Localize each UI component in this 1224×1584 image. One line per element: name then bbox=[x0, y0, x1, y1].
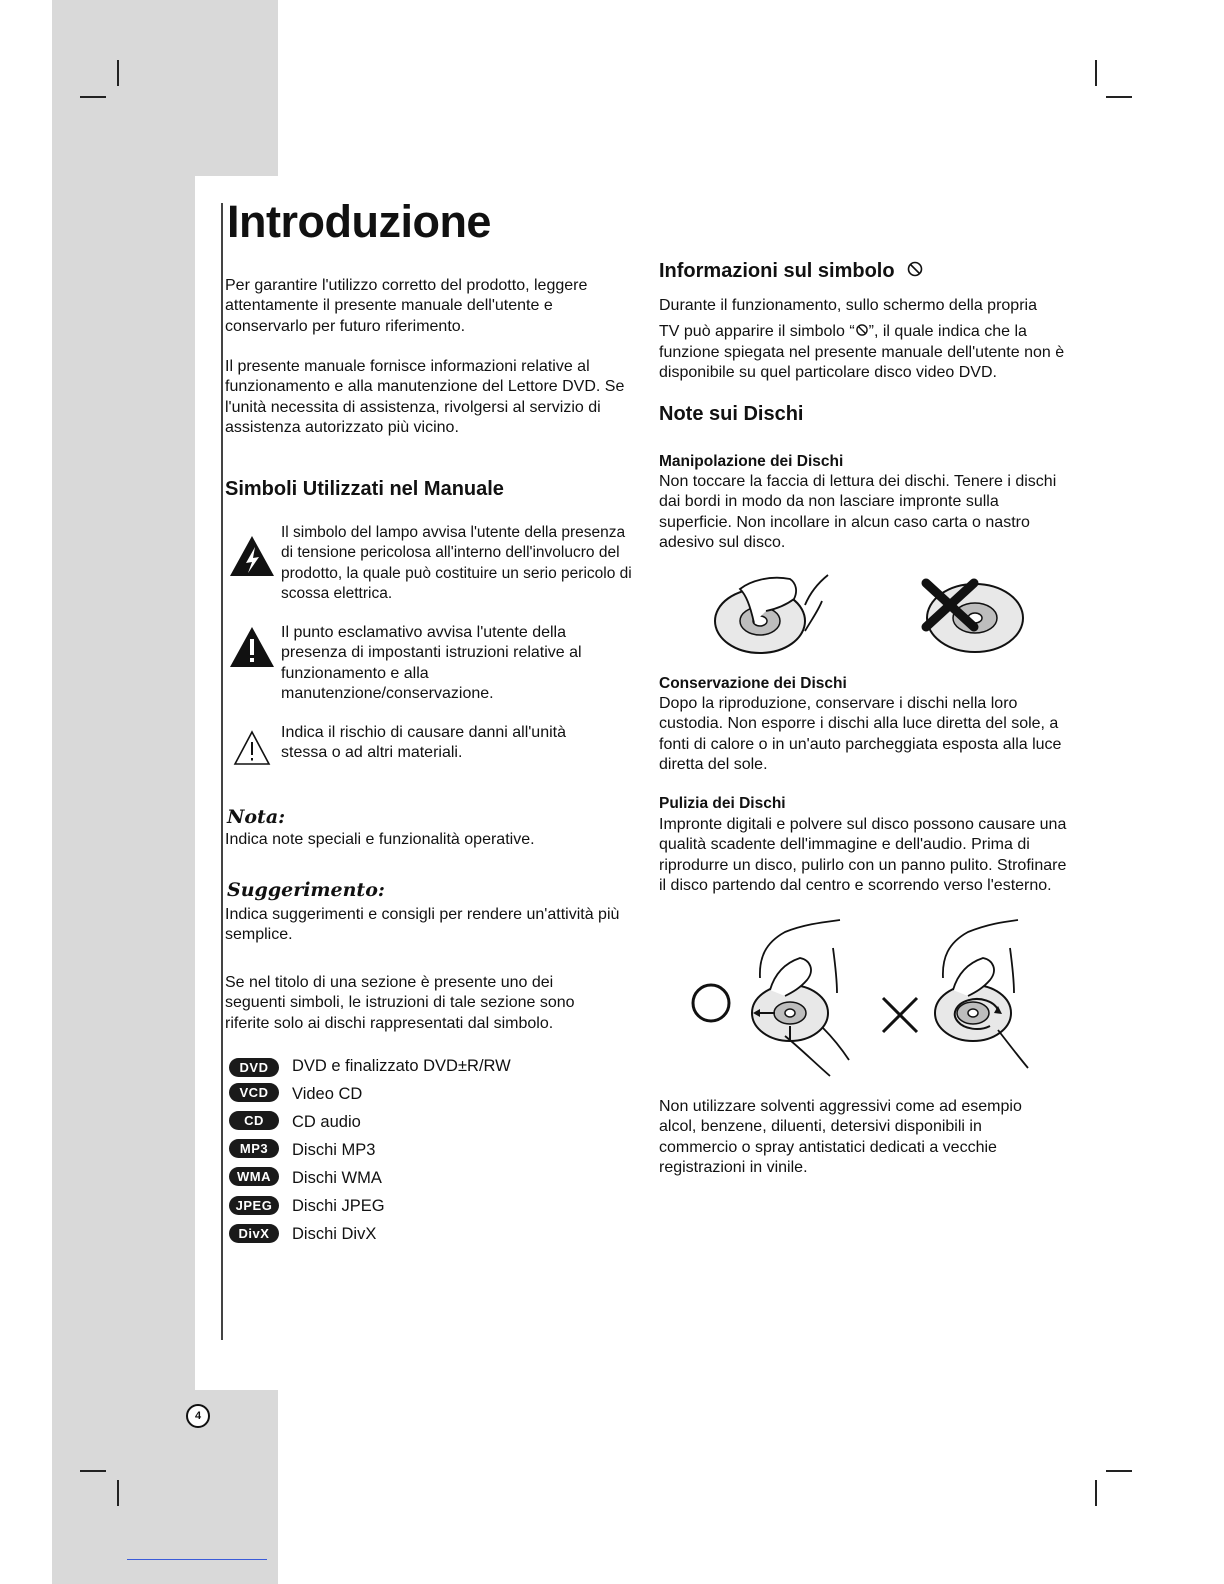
cleaning-text: Impronte digitali e polvere sul disco possono causare una qualità scadente dell'immagine e dell'audio. Prima di riprodurre un disco, pulirlo con un panno pulito. Strofinare il disco partendo dal centro e scorrendo verso l'esterno. bbox=[659, 816, 1067, 894]
disc-label: Dischi JPEG bbox=[292, 1197, 385, 1215]
disc-label: Dischi DivX bbox=[292, 1225, 377, 1243]
title-rule bbox=[221, 203, 223, 1340]
caution-text: Indica il rischio di causare danni all'unità stessa o ad altri materiali. bbox=[281, 724, 566, 762]
disc-badge-dvd: DVD bbox=[229, 1058, 279, 1077]
disc-badge-wma: WMA bbox=[229, 1167, 279, 1186]
suggerimento-text: Indica suggerimenti e consigli per rendere un'attività più semplice. bbox=[225, 906, 620, 944]
cross-wrong-icon bbox=[880, 995, 920, 1035]
crop-mark bbox=[1106, 1470, 1132, 1472]
disc-hold-correct-illustration bbox=[710, 565, 835, 660]
crop-mark bbox=[117, 1480, 119, 1506]
disc-label: Dischi MP3 bbox=[292, 1141, 376, 1159]
lightning-warning-icon bbox=[229, 535, 275, 577]
disc-wipe-circular-illustration bbox=[928, 918, 1033, 1073]
lightning-text: Il simbolo del lampo avvisa l'utente della presenza di tensione pericolosa all'interno dell'involucro del prodotto, la quale può costituire un serio pericolo di scossa elettrica. bbox=[281, 524, 632, 602]
info-text-line-3: funzione spiegata nel presente manuale dell'utente non è disponibile su quel particolare disco video DVD. bbox=[659, 344, 1065, 382]
cleaning-heading: Pulizia dei Dischi bbox=[659, 795, 786, 812]
storage-heading: Conservazione dei Dischi bbox=[659, 675, 847, 692]
exclamation-warning-icon bbox=[229, 626, 275, 668]
intro-paragraph-2: Il presente manuale fornisce informazioni relative al funzionamento e alla manutenzione del Lettore DVD. Se l'unità necessita di assistenza, rivolgersi al servizio di assistenza autorizzato più vicino. bbox=[225, 358, 625, 436]
disc-badge-cd: CD bbox=[229, 1111, 279, 1130]
info-symbol-heading-text: Informazioni sul simbolo bbox=[659, 260, 895, 282]
info-text-2b: ”, il quale indica che la bbox=[868, 323, 1027, 340]
disc-badge-divx: DivX bbox=[229, 1224, 279, 1243]
crop-mark bbox=[1095, 60, 1097, 86]
info-text-line-1: Durante il funzionamento, sullo schermo della propria bbox=[659, 297, 1037, 314]
info-text-line-2 bbox=[659, 322, 1079, 342]
prohibited-icon bbox=[906, 260, 924, 278]
storage-text: Dopo la riproduzione, conservare i dischi nella loro custodia. Non esporre i dischi alla luce diretta del sole, a fonti di calore o in un'auto parcheggiata esposta alla luce diretta del sole. bbox=[659, 695, 1062, 773]
top-gray-block bbox=[52, 0, 278, 176]
handling-text: Non toccare la faccia di lettura dei dischi. Tenere i dischi dai bordi in modo da non lasciare impronte sulla superficie. Non incollare in alcun caso carta o nastro adesivo sul disco. bbox=[659, 473, 1057, 551]
page-title: Introduzione bbox=[227, 196, 491, 247]
exclamation-text: Il punto esclamativo avvisa l'utente della presenza di impostanti istruzioni relative al funzionamento e alla manutenzione/conservazione. bbox=[281, 624, 582, 702]
disc-touch-wrong-illustration bbox=[918, 575, 1028, 660]
crop-mark bbox=[1106, 96, 1132, 98]
crop-mark bbox=[117, 60, 119, 86]
symbols-heading: Simboli Utilizzati nel Manuale bbox=[225, 478, 504, 500]
crop-mark bbox=[80, 96, 106, 98]
disc-label: Video CD bbox=[292, 1085, 363, 1103]
crop-mark bbox=[1095, 1480, 1097, 1506]
intro-paragraph-1: Per garantire l'utilizzo corretto del prodotto, leggere attentamente il presente manuale dell'utente e conservarlo per futuro riferimento. bbox=[225, 277, 588, 335]
circle-correct-icon bbox=[690, 982, 732, 1024]
nota-text: Indica note speciali e funzionalità operative. bbox=[225, 831, 535, 848]
info-text-2a: TV può apparire il simbolo “ bbox=[659, 323, 855, 340]
disc-wipe-radial-illustration bbox=[745, 918, 855, 1078]
prohibited-icon bbox=[855, 323, 869, 337]
solvents-text: Non utilizzare solventi aggressivi come ad esempio alcol, benzene, diluenti, detersivi disponibili in commercio o spray antistatici dedicati a vecchie registrazioni in vinile. bbox=[659, 1098, 1022, 1176]
discs-heading: Note sui Dischi bbox=[659, 403, 804, 425]
disc-badge-mp3: MP3 bbox=[229, 1139, 279, 1158]
section-symbols-text: Se nel titolo di una sezione è presente uno dei seguenti simboli, le istruzioni di tale sezione sono riferite solo ai dischi rappresentati dal simbolo. bbox=[225, 974, 575, 1032]
disc-label: DVD e finalizzato DVD±R/RW bbox=[292, 1057, 511, 1075]
nota-label: Nota: bbox=[227, 806, 286, 828]
disc-badge-jpeg: JPEG bbox=[229, 1196, 279, 1215]
disc-label: Dischi WMA bbox=[292, 1169, 382, 1187]
bottom-gray-block bbox=[52, 1390, 278, 1584]
caution-icon bbox=[233, 730, 271, 766]
handling-heading: Manipolazione dei Dischi bbox=[659, 453, 844, 470]
left-gray-strip bbox=[52, 0, 195, 1584]
suggerimento-label: Suggerimento: bbox=[227, 879, 385, 901]
page-number: 4 bbox=[186, 1404, 210, 1428]
footer-link-underline bbox=[127, 1559, 267, 1560]
disc-label: CD audio bbox=[292, 1113, 361, 1131]
crop-mark bbox=[80, 1470, 106, 1472]
info-symbol-heading bbox=[659, 260, 924, 283]
disc-badge-vcd: VCD bbox=[229, 1083, 279, 1102]
